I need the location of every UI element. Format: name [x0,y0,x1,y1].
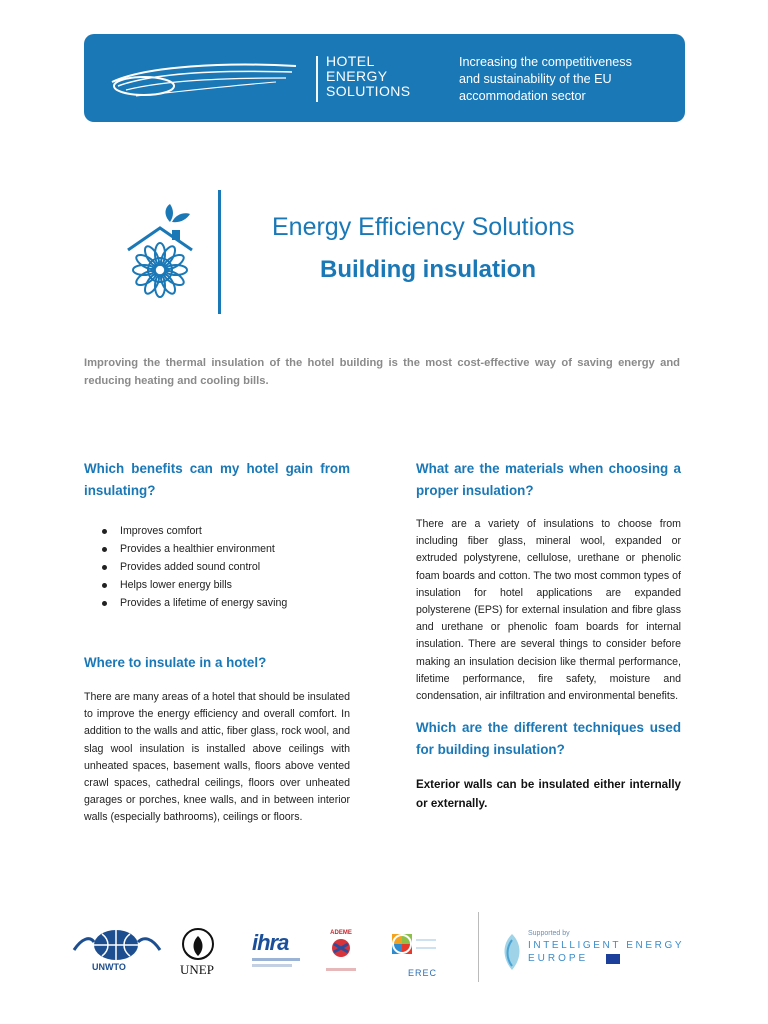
erec-emblem-icon [386,930,438,968]
bullet-icon [102,529,107,534]
unep-logo [178,928,228,983]
where-paragraph: There are many areas of a hotel that should be insulated to improve the energy efficiency and overall comfort. In addition to the walls and attic, fiber glass, rock wool, and slag wool insulation is installed above ceilings with unheated spaces, basement walls, floors above vented crawl spaces, cathedral ceilings, floors over unheated garages or porches, knee walls, and in between interior walls (especially bathrooms), ceilings or floors. [84,691,350,824]
title-divider [218,190,221,314]
list-item [84,540,350,558]
materials-heading: What are the materials when choosing a proper insulation? [416,461,681,498]
brand-line: HOTEL [326,53,375,69]
list-item [84,576,350,594]
list-item-text: Provides added sound control [120,561,261,573]
ihra-label: ihra [252,930,289,955]
unep-label: UNEP [180,962,214,977]
page-subtitle: Building insulation [320,256,536,283]
erec-logo [386,930,446,985]
benefits-heading: Which benefits can my hotel gain from insulating? [84,461,350,498]
ademe-logo [326,930,370,985]
tagline-line: Increasing the competitiveness [459,55,632,69]
banner-tagline [459,54,674,105]
eu-flag-icon [606,954,620,964]
unwto-globe-icon [72,928,162,962]
ihra-subtext-bar [252,964,292,967]
iee-label-line1: INTELLIGENT ENERGY [528,940,685,951]
ihra-logo [252,930,312,980]
bullet-icon [102,565,107,570]
list-item [84,558,350,576]
list-item-text: Provides a healthier environment [120,543,275,555]
left-column [84,458,350,827]
erec-label: EREC [408,968,438,978]
iee-logo [498,930,698,980]
tagline-line: accommodation sector [459,89,586,103]
iee-label-line2: EUROPE [528,953,589,964]
list-item-text: Helps lower energy bills [120,579,232,591]
brand-name [326,54,446,99]
techniques-paragraph: Exterior walls can be insulated either internally or externally. [416,778,681,811]
benefits-list [84,522,350,612]
footer-divider [478,912,479,982]
header-banner [84,34,685,122]
unwto-label: UNWTO [92,962,126,972]
ihra-subtext-bar [252,958,300,961]
iee-swirl-icon [498,930,526,974]
unep-emblem-icon [178,928,218,962]
brand-line: ENERGY [326,68,388,84]
ademe-subtext-bar [326,968,356,971]
tagline-line: and sustainability of the EU [459,72,612,86]
list-item-text: Provides a lifetime of energy saving [120,597,288,609]
page-title: Energy Efficiency Solutions [272,213,575,241]
bullet-icon [102,583,107,588]
materials-paragraph: There are a variety of insulations to choose from including fiber glass, mineral wool, expanded or extruded polystyrene, cellulose, urethane or phenolic foam boards and cotton. The two most common types of insulation for hotel applications are expanded polysterene (EPS) for external insulation and fibre glass and urethane or phenolic foam boards for internal insulation. There are several things to consider before making an insulation decision like thermal performance, lifetime performance, fire safety, moisture and condensation, air infiltration and environmental benefits. [416,518,681,703]
techniques-heading: Which are the different techniques used for building insulation? [416,720,681,758]
brand-line: SOLUTIONS [326,83,411,99]
house-flower-icon [120,200,200,305]
ademe-label: ADEME [330,930,352,936]
list-item [84,522,350,540]
intro-paragraph: Improving the thermal insulation of the hotel building is the most cost-effective way of saving energy and reducing heating and cooling bills. [84,357,680,388]
bullet-icon [102,547,107,552]
list-item-text: Improves comfort [120,525,202,537]
where-heading: Where to insulate in a hotel? [84,655,267,670]
right-column [416,458,681,813]
brand-divider [316,56,318,102]
iee-supported-label: Supported by [528,930,570,937]
hes-logo-icon [106,52,306,104]
partner-logos [0,900,768,990]
list-item [84,594,350,612]
ademe-emblem-icon [326,936,356,960]
bullet-icon [102,601,107,606]
unwto-logo [72,928,162,978]
